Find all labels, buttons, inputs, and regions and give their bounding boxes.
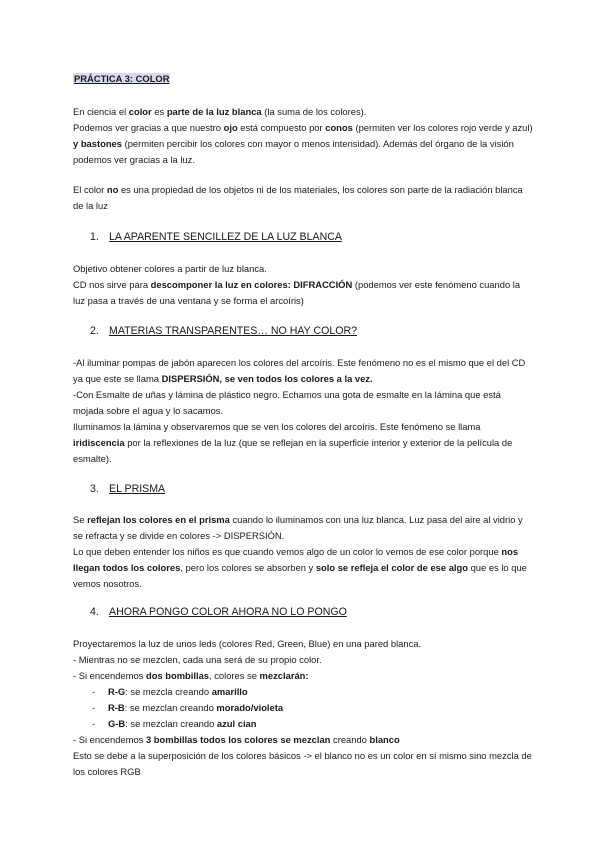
- bold-text-run: color: [128, 106, 152, 117]
- text-run: : se mezcla creando: [125, 686, 212, 697]
- section-1-title: LA APARENTE SENCILLEZ DE LA LUZ BLANCA: [109, 231, 342, 243]
- bold-text-run: conos: [325, 122, 353, 133]
- text-run: : se mezclan creando: [125, 718, 217, 729]
- bold-text-run: descomponer la luz en colores: DIFRACCIÓN: [150, 279, 353, 290]
- bold-text-run: solo se refleja el color de ese algo: [315, 562, 468, 573]
- text-run: : se mezclan creando: [124, 702, 217, 713]
- text-run: (permiten ver los colores rojo verde y azul): [352, 122, 533, 133]
- text-run: Se: [73, 514, 88, 525]
- intro-paragraph-3: [73, 182, 533, 214]
- section-1-body: [73, 261, 533, 309]
- section-2-paragraph-3: [73, 419, 533, 467]
- text-run: Lo que deben entender los niños es que cuando vemos algo de un color lo vemos de ese color porque: [73, 546, 502, 557]
- bold-text-run: no: [106, 184, 119, 195]
- text-run: - Si encendemos: [73, 734, 146, 745]
- bold-text-run: azul cian: [216, 718, 257, 729]
- section-1-paragraph-2: [73, 277, 533, 309]
- bold-text-run: amarillo: [211, 686, 248, 697]
- section-2-title: MATERIAS TRANSPARENTES… NO HAY COLOR?: [109, 325, 358, 337]
- section-2-paragraph-1: [73, 355, 533, 387]
- section-2-body: [73, 355, 533, 467]
- section-4-heading: [90, 604, 347, 620]
- text-run: cuando lo iluminamos con una luz blanca. Luz pasa del aire al vidrio y se refracta y se divide en colores -> DISPERSIÓN.: [73, 514, 523, 541]
- bold-text-run: ojo: [223, 122, 238, 133]
- text-run: Objetivo obtener colores a partir de luz blanca.: [73, 263, 267, 274]
- section-3-paragraph-2: [73, 544, 533, 592]
- list-dash: -: [92, 686, 96, 697]
- bold-text-run: R-B: [108, 702, 125, 713]
- text-run: - Mientras no se mezclen, cada una será de su propio color.: [73, 654, 322, 665]
- bold-text-run: parte de la luz blanca: [166, 106, 262, 117]
- text-run: , pero los colores se absorben y: [180, 562, 316, 573]
- section-2-number: 2.: [90, 325, 99, 337]
- mix-list-item-rg: [73, 684, 533, 700]
- section-3-number: 3.: [90, 483, 99, 495]
- bold-text-run: morado/violeta: [216, 702, 284, 713]
- section-3-heading: [90, 481, 165, 497]
- section-1-heading: [90, 229, 342, 245]
- bold-text-run: 3 bombillas todos los colores se mezclan: [145, 734, 331, 745]
- section-4-title: AHORA PONGO COLOR AHORA NO LO PONGO: [109, 606, 347, 618]
- bold-text-run: G-B: [108, 718, 126, 729]
- document-title-block: [73, 71, 533, 87]
- text-run: CD nos sirve para: [73, 279, 151, 290]
- text-run: En ciencia el: [73, 106, 129, 117]
- text-run: -Con Esmalte de uñas y lámina de plástico negro. Echamos una gota de esmalte en la lámina que está mojada sobre el agua y lo sacamos.: [73, 389, 501, 416]
- text-run: El color: [73, 184, 107, 195]
- text-run: -Al iluminar pompas de jabón aparecen los colores del arcoíris. Este fenómeno no es el mismo que el del CD ya que este se llama: [73, 357, 526, 384]
- bold-text-run: blanco: [369, 734, 400, 745]
- bold-text-run: y bastones: [73, 138, 122, 149]
- text-run: (permiten percibir los colores con mayor o menos intensidad). Además del órgano de la visión podemos ver gracias a la luz.: [73, 138, 514, 165]
- section-4-paragraph-1: [73, 636, 533, 652]
- text-run: es una propiedad de los objetos ni de los materiales, los colores son parte de la radiación blanca de la luz: [73, 184, 523, 211]
- section-2-paragraph-2: [73, 387, 533, 419]
- bold-text-run: R-G: [108, 686, 126, 697]
- bold-text-run: reflejan los colores en el prisma: [87, 514, 230, 525]
- text-run: está compuesto por: [237, 122, 326, 133]
- section-3-paragraph-1: [73, 512, 533, 544]
- intro-paragraph-2: [73, 120, 533, 168]
- list-dash: -: [92, 718, 96, 729]
- intro-paragraph-3-block: [73, 182, 533, 214]
- section-2-heading: [90, 323, 357, 339]
- section-4-paragraph-3: [73, 668, 533, 684]
- text-run: que es lo que vemos nosotros.: [73, 562, 527, 589]
- bold-text-run: dos bombillas: [145, 670, 209, 681]
- list-item-text: [108, 718, 257, 729]
- bold-text-run: mezclarán:: [259, 670, 309, 681]
- mix-list-item-gb: [73, 716, 533, 732]
- intro-section: [73, 104, 533, 168]
- bold-text-run: nos llegan todos los colores: [73, 546, 519, 573]
- text-run: Esto se debe a la superposición de los colores básicos -> el blanco no es un color en sí mismo sino mezcla de los colores RGB: [73, 750, 532, 777]
- document-title: PRÁCTICA 3: COLOR: [74, 73, 170, 84]
- section-4-body: [73, 636, 533, 780]
- bold-text-run: DISPERSIÓN, se ven todos los colores a la vez.: [161, 373, 373, 384]
- bold-text-run: iridiscencia: [73, 437, 125, 448]
- text-run: Podemos ver gracias a que nuestro: [73, 122, 224, 133]
- section-4-number: 4.: [90, 606, 99, 618]
- text-run: , colores se: [209, 670, 260, 681]
- text-run: es: [151, 106, 167, 117]
- text-run: por la reflexiones de la luz (que se reflejan en la superficie interior y exterior de la película de esmalte).: [73, 437, 513, 464]
- section-1-paragraph-1: [73, 261, 533, 277]
- section-1-number: 1.: [90, 231, 99, 243]
- text-run: creando: [330, 734, 370, 745]
- section-4-paragraph-4: [73, 732, 533, 748]
- intro-paragraph-1: [73, 104, 533, 120]
- section-3-body: [73, 512, 533, 592]
- section-3-title: EL PRISMA: [109, 483, 166, 495]
- list-item-text: [108, 702, 283, 713]
- section-4-paragraph-2: [73, 652, 533, 668]
- text-run: (la suma de los colores).: [261, 106, 367, 117]
- section-4-paragraph-5: [73, 748, 533, 780]
- text-run: Iluminamos la lámina y observaremos que se ven los colores del arcoíris. Este fenómeno se llama: [73, 421, 481, 432]
- mix-list-item-rb: [73, 700, 533, 716]
- list-dash: -: [92, 702, 96, 713]
- text-run: Proyectaremos la luz de unos leds (colores Red, Green, Blue) en una pared blanca.: [73, 638, 422, 649]
- text-run: - Si encendemos: [73, 670, 146, 681]
- list-item-text: [108, 686, 248, 697]
- text-run: (podemos ver este fenómeno cuando la luz pasa a través de una ventana y se forma el arcoíris): [73, 279, 521, 306]
